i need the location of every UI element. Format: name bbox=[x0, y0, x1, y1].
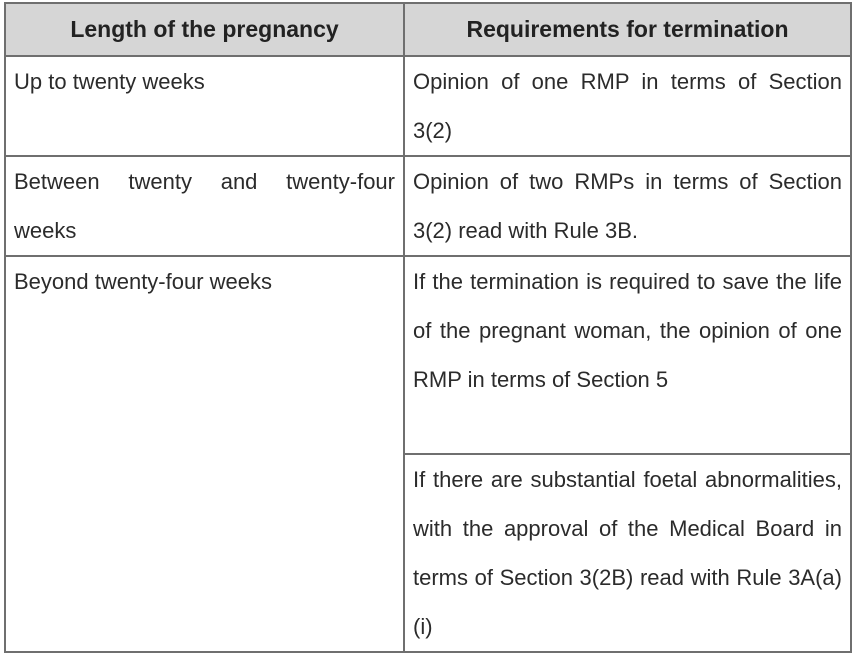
header-requirements-for-termination: Requirements for termination bbox=[404, 3, 851, 56]
requirement-cell: Opinion of one RMP in terms of Section 3(2) bbox=[404, 56, 851, 156]
table-row bbox=[5, 256, 851, 454]
length-cell: Up to twenty weeks bbox=[5, 56, 404, 156]
header-length-of-pregnancy: Length of the pregnancy bbox=[5, 3, 404, 56]
requirement-cell: If there are substantial foetal abnormalities, with the approval of the Medical Board in terms of Section 3(2B) read with Rule 3A(a)(i) bbox=[404, 454, 851, 652]
requirement-cell: If the termination is required to save the life of the pregnant woman, the opinion of one RMP in terms of Section 5 bbox=[404, 256, 851, 454]
length-cell: Between twenty and twenty-four weeks bbox=[5, 156, 404, 256]
table-row bbox=[5, 56, 851, 156]
table-header-row bbox=[5, 3, 851, 56]
length-cell: Beyond twenty-four weeks bbox=[5, 256, 404, 652]
requirement-cell: Opinion of two RMPs in terms of Section 3(2) read with Rule 3B. bbox=[404, 156, 851, 256]
termination-requirements-table bbox=[4, 2, 852, 653]
table-row bbox=[5, 156, 851, 256]
